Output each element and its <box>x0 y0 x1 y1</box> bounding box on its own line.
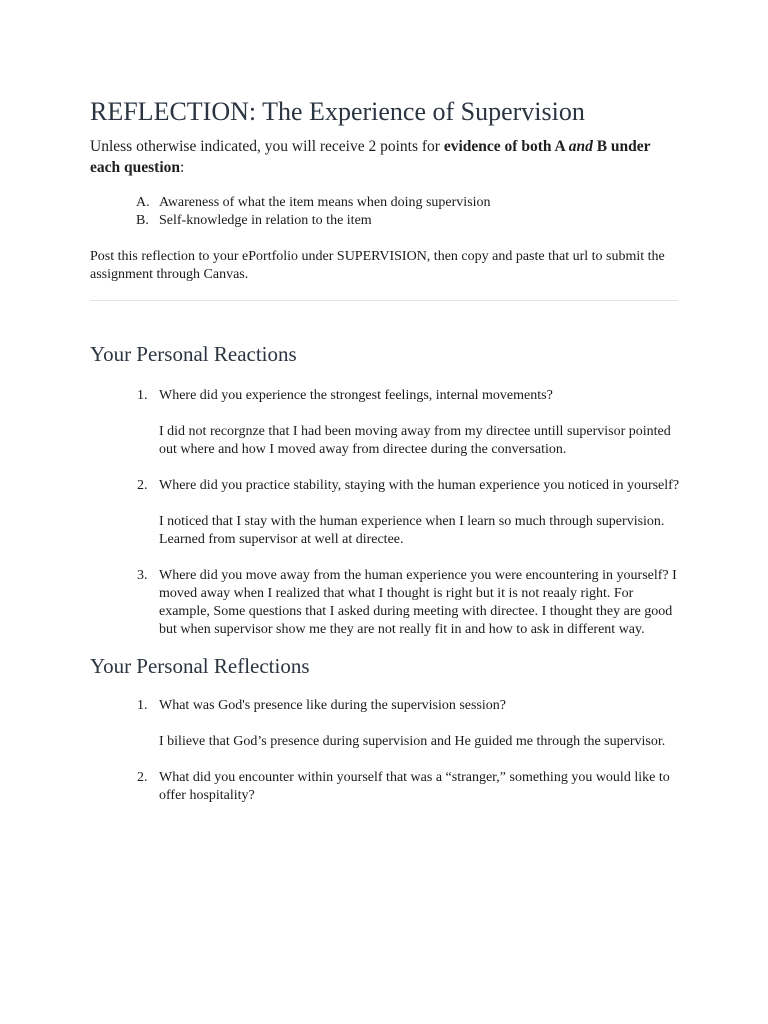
criteria-item <box>90 194 680 212</box>
question-number: 3. <box>137 568 148 583</box>
document-page <box>90 96 680 805</box>
criteria-marker: A. <box>136 195 150 210</box>
answer-text: I bilieve that God’s presence during supervision and He guided me through the supervisor. <box>159 734 666 749</box>
criteria-item <box>90 212 680 230</box>
criteria-text: Awareness of what the item means when doing supervision <box>159 195 491 210</box>
answer-text: I noticed that I stay with the human experience when I learn so much through supervision. Learned from supervisor at well at directee. <box>159 514 665 547</box>
reactions-question-list <box>90 387 680 639</box>
question-item <box>90 477 680 549</box>
section-heading-reflections: Your Personal Reflections <box>90 654 310 678</box>
question-item <box>90 769 680 805</box>
question-text: What was God's presence like during the supervision session? <box>159 698 506 713</box>
intro-bold-1: evidence of both A <box>443 138 569 155</box>
question-text: Where did you experience the strongest feelings, internal movements? <box>159 388 553 403</box>
intro-bold-italic: and <box>568 138 593 155</box>
question-text: What did you encounter within yourself that was a “stranger,” something you would like to offer hospitality? <box>159 770 670 803</box>
question-number: 1. <box>137 698 148 713</box>
criteria-text: Self-knowledge in relation to the item <box>159 213 372 228</box>
question-item <box>90 567 680 639</box>
question-number: 2. <box>137 478 148 493</box>
criteria-marker: B. <box>136 213 149 228</box>
question-text: Where did you practice stability, staying with the human experience you noticed in yourself? <box>159 478 680 493</box>
question-item <box>90 697 680 751</box>
question-text: Where did you move away from the human experience you were encountering in yourself? I moved away when I realized that what I thought is right but it is not reaaly right. For example, Some questions that I asked during meeting with directee. I thought they are good but when supervisor show me they are not really fit in and how to ask in different way. <box>159 568 677 637</box>
post-instructions: Post this reflection to your ePortfolio under SUPERVISION, then copy and paste that url to submit the assignment through Canvas. <box>90 249 665 282</box>
page-title: REFLECTION: The Experience of Supervision <box>90 97 585 126</box>
intro-colon: : <box>180 159 185 176</box>
section-heading-reactions: Your Personal Reactions <box>90 342 297 366</box>
answer-text: I did not recorgnze that I had been moving away from my directee untill supervisor pointed out where and how I moved away from directee during the conversation. <box>159 424 671 457</box>
intro-text: Unless otherwise indicated, you will receive 2 points for <box>90 138 444 155</box>
question-number: 1. <box>137 388 148 403</box>
divider <box>90 300 678 301</box>
question-number: 2. <box>137 770 148 785</box>
criteria-list <box>90 194 680 230</box>
grading-intro <box>90 136 680 178</box>
intro-bold-2: B under each question <box>90 138 651 176</box>
reflections-question-list <box>90 697 680 805</box>
question-item <box>90 387 680 459</box>
